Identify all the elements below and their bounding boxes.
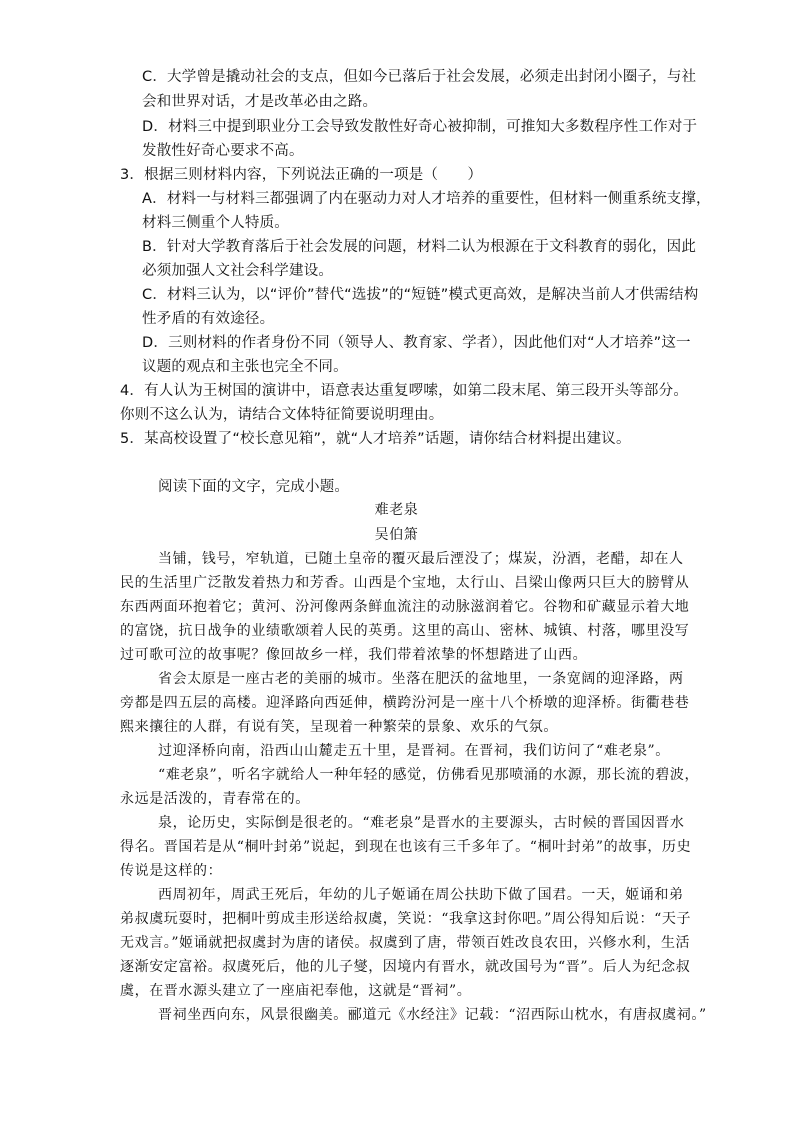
q3-option-b-line1: B．针对大学教育落后于社会发展的问题，材料二认为根源在于文科教育的弱化，因此: [142, 239, 697, 255]
q2-option-d-line1: D．材料三中提到职业分工会导致发散性好奇心被抑制，可推知大多数程序性工作对于: [142, 119, 698, 135]
q3-option-d-line1: D．三则材料的作者身份不同（领导人、教育家、学者），因此他们对“人才培养”这一: [142, 335, 691, 351]
passage-line: 晋祠坐西向东，风景很幽美。郦道元《水经注》记载：“沼西际山枕水，有唐叔虞祠。”: [158, 1007, 707, 1023]
passage-line: 西周初年，周武王死后，年幼的儿子姬诵在周公扶助下做了国君。一天，姬诵和弟: [158, 887, 684, 903]
q4-line2: 你则不这么认为，请结合文体特征简要说明理由。: [120, 407, 444, 423]
q2-option-d-line2: 发散性好奇心要求不高。: [142, 143, 304, 159]
passage-line: 的富饶，抗日战争的业绩歌颂着人民的英勇。这里的高山、密林、城镇、村落，哪里没写: [120, 623, 690, 639]
passage-line: 永远是活泼的，青春常在的。: [120, 791, 310, 807]
q3-option-a-line2: 材料三侧重个人特质。: [142, 215, 289, 231]
passage-line: 熙来攘往的人群，有说有笑，呈现着一种繁荣的景象、欢乐的气氛。: [120, 719, 558, 735]
passage-line: 民的生活里广泛散发着热力和芳香。山西是个宝地，太行山、吕梁山像两只巨大的膀臂从: [120, 575, 690, 591]
passage-line: 省会太原是一座古老的美丽的城市。坐落在肥沃的盆地里，一条宽阔的迎泽路，两: [158, 671, 684, 687]
passage-line: 旁都是四五层的高楼。迎泽路向西延伸，横跨汾河是一座十八个桥墩的迎泽桥。街衢巷巷: [120, 695, 690, 711]
q3-stem: 3．根据三则材料内容，下列说法正确的一项是（ ）: [120, 167, 483, 183]
passage-line: 当铺，钱号，窄轨道，已随土皇帝的覆灭最后湮没了；煤炭，汾酒，老醋，却在人: [158, 551, 684, 567]
reading-instruction: 阅读下面的文字，完成小题。: [158, 479, 350, 495]
q3-option-c-line2: 性矛盾的有效途径。: [142, 311, 275, 327]
passage-line: 无戏言。”姬诵就把叔虞封为唐的诸侯。叔虞到了唐，带领百姓改良农田，兴修水利，生活: [120, 935, 691, 951]
passage-line: 虞，在晋水源头建立了一座庙祀奉他，这就是“晋祠”。: [120, 983, 472, 999]
q5-line: 5．某高校设置了“校长意见箱”，就“人才培养”话题，请你结合材料提出建议。: [120, 431, 631, 447]
passage-author: 吴伯箫: [374, 527, 419, 543]
q3-option-c-line1: C．材料三认为，以“评价”替代“选拔”的“短链”模式更高效，是解决当前人才供需结构: [142, 287, 699, 303]
q2-option-c-line2: 会和世界对话，才是改革必由之路。: [142, 94, 378, 110]
passage-line: 得名。晋国若是从“桐叶封弟”说起，到现在也该有三千多年了。“桐叶封弟”的故事，历史: [120, 839, 692, 855]
passage-line: 传说是这样的：: [120, 863, 223, 879]
q3-option-a-line1: A．材料一与材料三都强调了内在驱动力对人才培养的重要性，但材料一侧重系统支撑，: [142, 191, 711, 207]
passage-line: 弟叔虞玩耍时，把桐叶剪成圭形送给叔虞，笑说：“我拿这封你吧。”周公得知后说：“天子: [120, 911, 692, 927]
passage-line: 过可歌可泣的故事呢？像回故乡一样，我们带着浓挚的怀想踏进了山西。: [120, 647, 588, 663]
q3-option-d-line2: 议题的观点和主张也完全不同。: [142, 359, 348, 375]
passage-title: 难老泉: [374, 502, 419, 518]
passage-line: 东西两面环抱着它；黄河、汾河像两条鲜血流注的动脉滋润着它。谷物和矿藏显示着大地: [120, 599, 690, 615]
passage-line: 泉，论历史，实际倒是很老的。“难老泉”是晋水的主要源头，古时候的晋国因晋水: [158, 815, 685, 831]
passage-line: “难老泉”，听名字就给人一种年轻的感觉，仿佛看见那喷涌的水源，那长流的碧波，: [158, 767, 700, 783]
passage-line: 逐渐安定富裕。叔虞死后，他的儿子燮，因境内有晋水，就改国号为“晋”。后人为纪念叔: [120, 959, 691, 975]
passage-line: 过迎泽桥向南，沿西山山麓走五十里，是晋祠。在晋祠，我们访问了“难老泉”。: [158, 743, 670, 759]
q4-line1: 4．有人认为王树国的演讲中，语意表达重复啰嗦，如第二段末尾、第三段开头等部分。: [120, 383, 689, 399]
q3-option-b-line2: 必须加强人文社会科学建设。: [142, 263, 334, 279]
q2-option-c-line1: C．大学曾是撬动社会的支点，但如今已落后于社会发展，必须走出封闭小圈子，与社: [142, 69, 697, 85]
